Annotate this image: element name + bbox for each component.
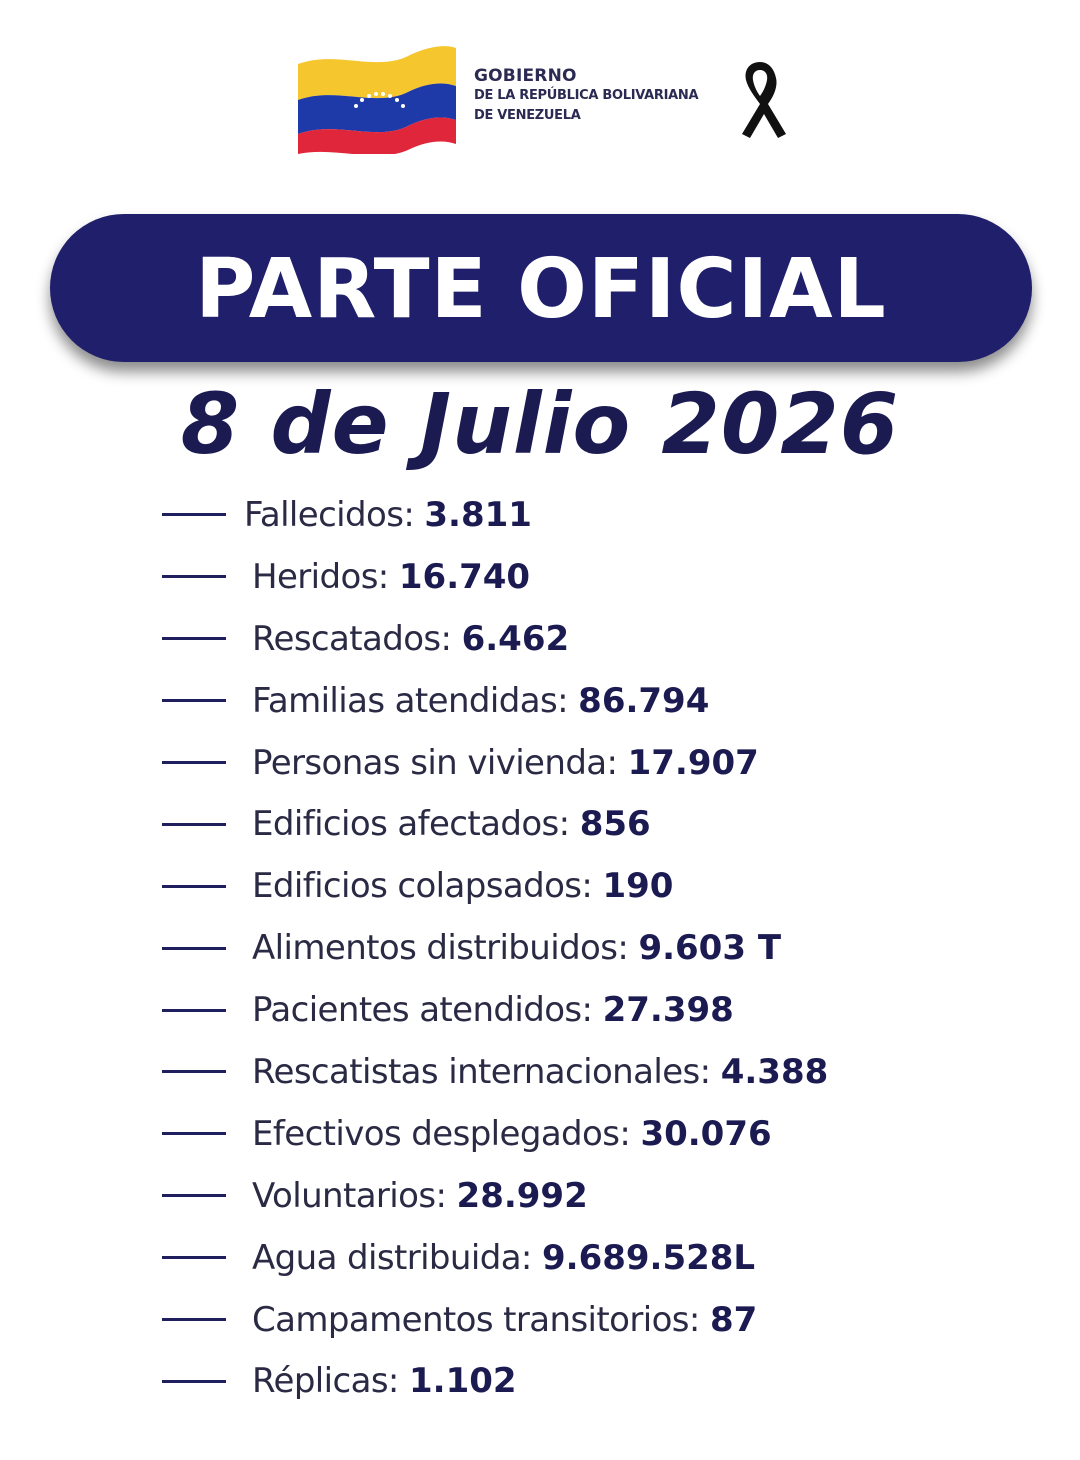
dash-bullet [162, 885, 226, 888]
item-label: Pacientes atendidos: [252, 990, 603, 1031]
list-item [162, 1289, 1042, 1351]
dash-bullet [162, 1009, 226, 1012]
dash-bullet [162, 947, 226, 950]
item-label: Personas sin vivienda: [252, 742, 628, 783]
dash-bullet [162, 575, 226, 578]
item-label: Rescatistas internacionales: [252, 1051, 721, 1092]
item-value: 28.992 [456, 1175, 588, 1216]
dash-bullet [162, 513, 226, 516]
list-item [162, 1041, 1042, 1103]
dash-bullet [162, 1132, 226, 1135]
item-label: Edificios afectados: [252, 804, 580, 845]
list-item [162, 732, 1042, 794]
dash-bullet [162, 1070, 226, 1073]
title-banner [50, 214, 1032, 362]
item-value: 17.907 [627, 742, 759, 783]
item-label: Familias atendidas: [252, 680, 579, 721]
item-label: Agua distribuida: [252, 1237, 542, 1278]
item-value: 190 [602, 866, 674, 907]
list-item [162, 793, 1042, 855]
item-value: 9.689.528L [542, 1237, 756, 1278]
item-label: Heridos: [252, 556, 399, 597]
item-value: 9.603 T [638, 928, 782, 969]
report-date: 8 de Julio 2026 [180, 375, 900, 473]
item-label: Réplicas: [252, 1361, 409, 1402]
government-line-2: DE LA REPÚBLICA BOLIVARIANA [474, 88, 699, 103]
dash-bullet [162, 1256, 226, 1259]
item-value: 1.102 [409, 1361, 517, 1402]
dash-bullet [162, 1194, 226, 1197]
list-item [162, 855, 1042, 917]
government-name [474, 66, 698, 126]
item-value: 4.388 [720, 1051, 829, 1092]
list-item [162, 917, 1042, 979]
item-value: 27.398 [602, 990, 734, 1031]
stats-list [162, 484, 1042, 1412]
item-value: 6.462 [461, 618, 570, 659]
item-value: 87 [709, 1299, 758, 1340]
list-item [162, 1103, 1042, 1165]
item-label: Rescatados: [252, 618, 462, 659]
item-value: 30.076 [640, 1113, 772, 1154]
item-value: 3.811 [424, 494, 532, 535]
mourning-ribbon-icon [732, 56, 788, 140]
venezuela-flag-icon [296, 42, 458, 154]
list-item [162, 546, 1042, 608]
dash-bullet [162, 761, 226, 764]
dash-bullet [162, 1318, 226, 1321]
list-item [162, 1165, 1042, 1227]
item-value: 856 [579, 804, 651, 845]
government-line-1: GOBIERNO [474, 66, 577, 86]
dash-bullet [162, 637, 226, 640]
list-item [162, 670, 1042, 732]
list-item [162, 484, 1042, 546]
government-header [0, 0, 1080, 190]
list-item [162, 608, 1042, 670]
list-item [162, 979, 1042, 1041]
dash-bullet [162, 699, 226, 702]
item-label: Efectivos desplegados: [252, 1113, 641, 1154]
item-label: Voluntarios: [252, 1175, 457, 1216]
item-value: 86.794 [578, 680, 710, 721]
item-label: Alimentos distribuidos: [252, 928, 639, 969]
item-label: Edificios colapsados: [252, 866, 603, 907]
dash-bullet [162, 823, 226, 826]
item-label: Fallecidos: [244, 494, 425, 535]
list-item [162, 1350, 1042, 1412]
government-line-3: DE VENEZUELA [474, 108, 581, 123]
banner-title: PARTE OFICIAL [195, 241, 887, 337]
item-label: Campamentos transitorios: [252, 1299, 710, 1340]
item-value: 16.740 [398, 556, 531, 597]
dash-bullet [162, 1380, 226, 1383]
list-item [162, 1227, 1042, 1289]
